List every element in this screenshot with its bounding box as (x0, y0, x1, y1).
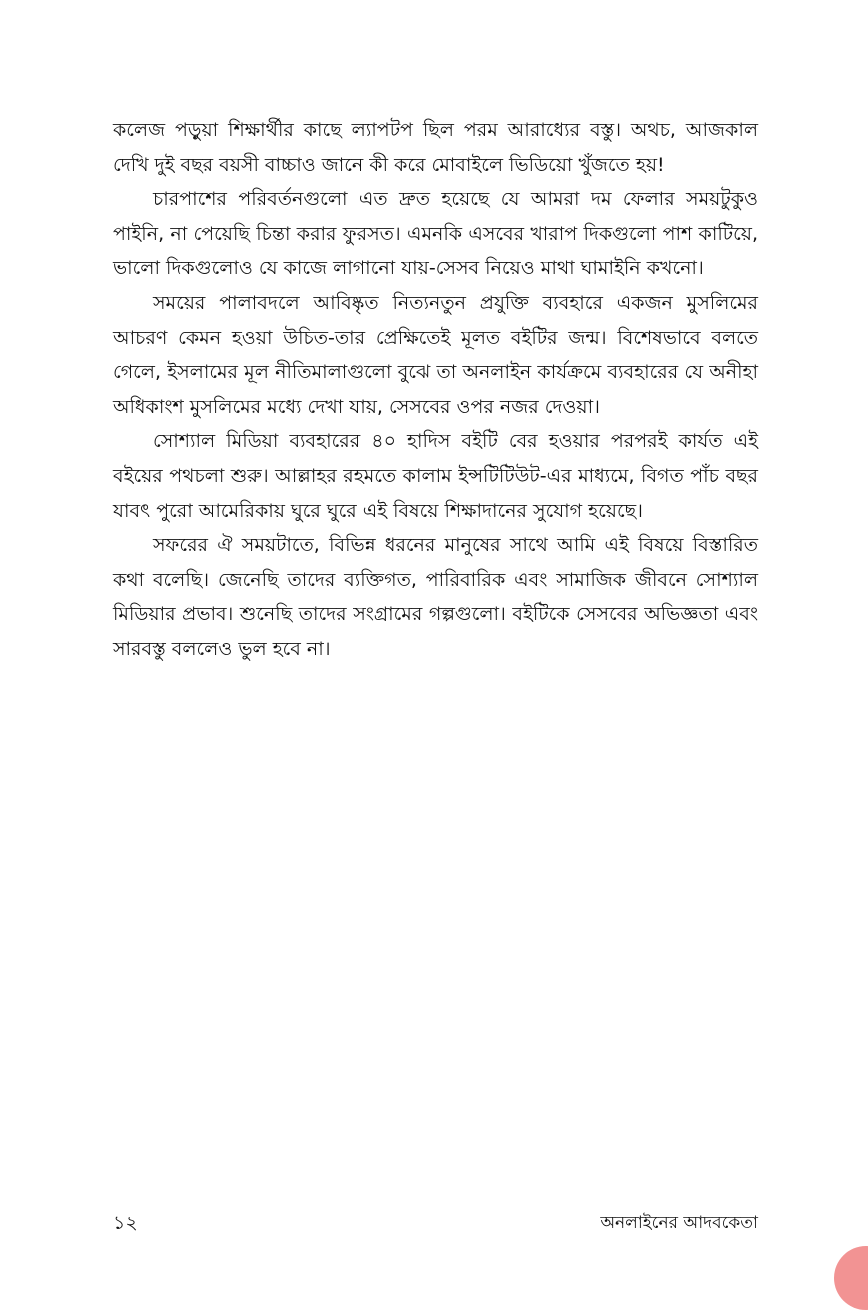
paragraph-4: সোশ্যাল মিডিয়া ব্যবহারের ৪০ হাদিস বইটি বের হওয়ার পরপরই কার্যত এই বইয়ের পথচলা শুরু। আল্লাহর রহমতে কালাম ইন্সটিটিউট-এর মাধ্যমে, বিগত পাঁচ বছর যাবৎ পুরো আমেরিকায় ঘুরে ঘুরে এই বিষয়ে শিক্ষাদানের সুযোগ হয়েছে। (113, 430, 758, 522)
page-number: ১২ (113, 1212, 138, 1234)
body-text (113, 113, 758, 667)
corner-mark-decoration (834, 1246, 868, 1310)
paragraph-5: সফরের ঐ সময়টাতে, বিভিন্ন ধরনের মানুষের সাথে আমি এই বিষয়ে বিস্তারিত কথা বলেছি। জেনেছি তাদের ব্যক্তিগত, পারিবারিক এবং সামাজিক জীবনে সোশ্যাল মিডিয়ার প্রভাব। শুনেছি তাদের সংগ্রামের গল্পগুলো। বইটিকে সেসবের অভিজ্ঞতা এবং সারবস্তু বললেও ভুল হবে না। (113, 534, 758, 660)
running-title: অনলাইনের আদবকেতা (600, 1213, 758, 1233)
paragraph-2: চারপাশের পরিবর্তনগুলো এত দ্রুত হয়েছে যে আমরা দম ফেলার সময়টুকুও পাইনি, না পেয়েছি চিন্তা করার ফুরসত। এমনকি এসবের খারাপ দিকগুলো পাশ কাটিয়ে, ভালো দিকগুলোও যে কাজে লাগানো যায়-সেসব নিয়েও মাথা ঘামাইনি কখনো। (113, 188, 758, 280)
paragraph-3: সময়ের পালাবদলে আবিষ্কৃত নিত্যনতুন প্রযুক্তি ব্যবহারে একজন মুসলিমের আচরণ কেমন হওয়া উচিত-তার প্রেক্ষিতেই মূলত বইটির জন্ম। বিশেষভাবে বলতে গেলে, ইসলামের মূল নীতিমালাগুলো বুঝে তা অনলাইন কার্যক্রমে ব্যবহারের যে অনীহা অধিকাংশ মুসলিমের মধ্যে দেখা যায়, সেসবের ওপর নজর দেওয়া। (113, 291, 758, 418)
page-footer (113, 1208, 758, 1238)
paragraph-1: কলেজ পড়ুয়া শিক্ষার্থীর কাছে ল্যাপটপ ছিল পরম আরাধ্যের বস্তু। অথচ, আজকাল দেখি দুই বছর বয়সী বাচ্চাও জানে কী করে মোবাইলে ভিডিয়ো খুঁজতে হয়! (113, 119, 758, 176)
